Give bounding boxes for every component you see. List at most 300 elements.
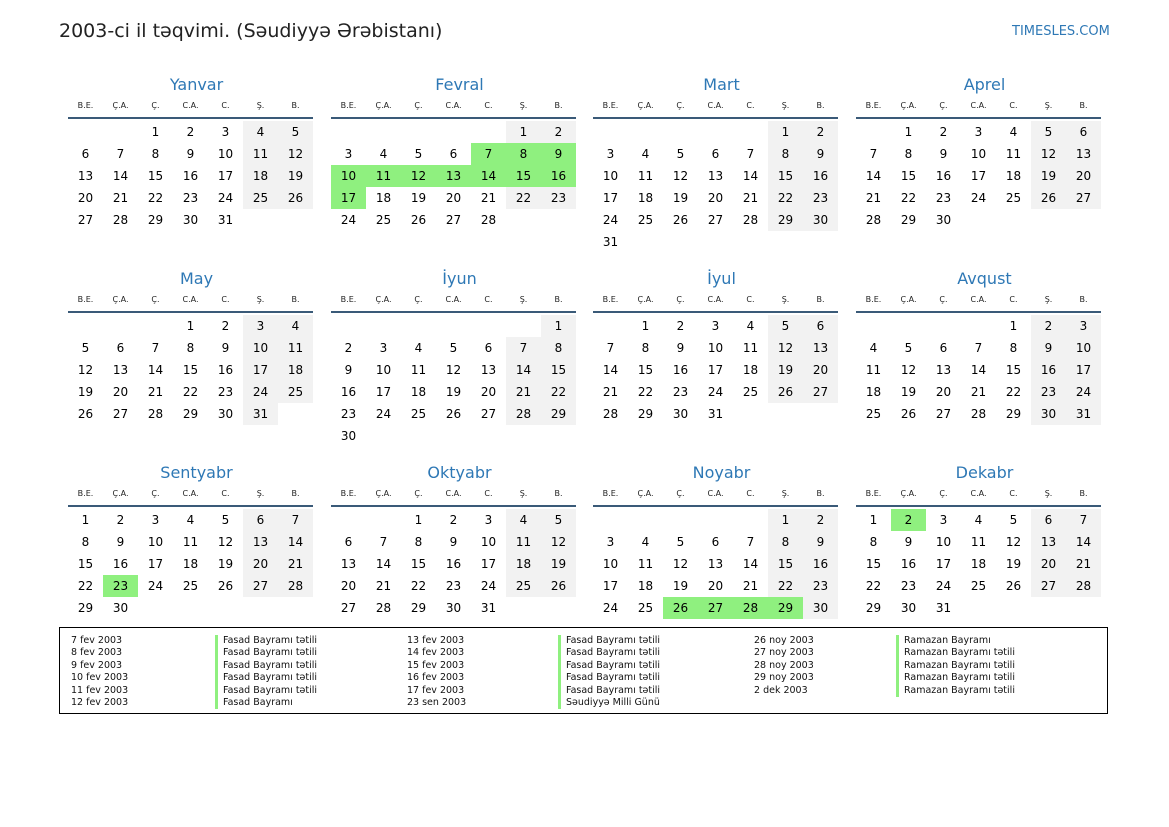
day-cell: 7 [746, 147, 755, 161]
day-cell: 31 [243, 403, 278, 425]
day-cell: 16 [445, 557, 462, 571]
day-cell: 5 [1031, 121, 1066, 143]
day-cell: 1 [81, 513, 90, 527]
day-cell: 14 [742, 169, 759, 183]
day-grid [856, 509, 1101, 619]
day-cell: 31 [707, 407, 724, 421]
day-cell: 28 [865, 213, 882, 227]
brand-link[interactable]: TIMESLES.COM [1012, 24, 1110, 39]
day-cell: 6 [1031, 509, 1066, 531]
day-cell: 10 [147, 535, 164, 549]
month-block [856, 462, 1101, 619]
day-cell: 16 [672, 363, 689, 377]
day-cell: 14 [147, 363, 164, 377]
day-cell: 18 [506, 553, 541, 575]
day-cell: 17 [602, 191, 619, 205]
weekday-label: Ç.A. [637, 295, 654, 304]
empty-cell [278, 597, 313, 619]
day-cell: 12 [217, 535, 234, 549]
day-cell: 21 [375, 579, 392, 593]
day-cell: 31 [935, 601, 952, 615]
day-grid [331, 315, 576, 447]
weekday-label: Ş. [781, 295, 790, 304]
day-cell: 4 [641, 535, 650, 549]
day-cell: 7 [974, 341, 983, 355]
day-cell: 3 [221, 125, 230, 139]
header-rule [68, 117, 313, 119]
day-cell: 4 [869, 341, 878, 355]
day-cell: 11 [182, 535, 199, 549]
weekday-label: Ç.A. [900, 295, 917, 304]
month-name: Mart [703, 75, 740, 94]
day-cell: 22 [865, 579, 882, 593]
weekday-label: C.A. [707, 101, 724, 110]
empty-cell [593, 315, 628, 337]
empty-cell [68, 315, 103, 337]
day-cell: 6 [449, 147, 458, 161]
empty-cell [1066, 597, 1101, 619]
legend-holiday-name: Fasad Bayramı tətili [215, 647, 317, 659]
day-cell: 23 [672, 385, 689, 399]
day-cell: 24 [243, 381, 278, 403]
header-rule [68, 505, 313, 507]
day-cell: 12 [1005, 535, 1022, 549]
month-block [68, 74, 313, 231]
weekday-label: Ç.A. [375, 101, 392, 110]
day-cell: 17 [970, 169, 987, 183]
day-cell: 9 [904, 535, 913, 549]
weekday-label: C.A. [707, 489, 724, 498]
day-cell: 27 [803, 381, 838, 403]
day-cell: 10 [970, 147, 987, 161]
day-cell: 18 [1005, 169, 1022, 183]
weekday-label: C.A. [970, 295, 987, 304]
day-cell: 26 [77, 407, 94, 421]
day-cell: 10 [602, 557, 619, 571]
day-cell: 30 [182, 213, 199, 227]
day-cell: 10 [707, 341, 724, 355]
day-cell: 29 [77, 601, 94, 615]
empty-cell [733, 509, 768, 531]
day-cell: 13 [935, 363, 952, 377]
day-cell: 18 [375, 191, 392, 205]
empty-cell [663, 509, 698, 531]
empty-cell [506, 597, 541, 619]
legend-date: 23 sen 2003 [407, 696, 467, 708]
day-cell: 15 [410, 557, 427, 571]
empty-cell [663, 231, 698, 253]
day-cell: 9 [803, 143, 838, 165]
day-cell: 28 [733, 597, 768, 619]
day-cell: 23 [900, 579, 917, 593]
month-block [856, 268, 1101, 425]
day-cell: 4 [186, 513, 195, 527]
day-cell: 13 [112, 363, 129, 377]
month-block [68, 268, 313, 425]
day-cell: 3 [1066, 315, 1101, 337]
day-cell: 8 [151, 147, 160, 161]
day-cell: 25 [865, 407, 882, 421]
day-cell: 22 [147, 191, 164, 205]
day-cell: 10 [480, 535, 497, 549]
day-cell: 17 [707, 363, 724, 377]
day-cell: 14 [471, 165, 506, 187]
month-name: Aprel [963, 75, 1006, 94]
empty-cell [436, 315, 471, 337]
day-cell: 31 [602, 235, 619, 249]
day-cell: 9 [803, 531, 838, 553]
legend-holiday-name: Fasad Bayramı tətili [215, 635, 317, 647]
day-cell: 26 [768, 381, 803, 403]
weekday-label: Ç.A. [112, 295, 129, 304]
weekday-header [68, 98, 313, 114]
day-cell: 20 [707, 579, 724, 593]
day-cell: 10 [243, 337, 278, 359]
day-cell: 1 [904, 125, 913, 139]
day-cell: 9 [676, 341, 685, 355]
empty-cell [138, 315, 173, 337]
empty-cell [1031, 209, 1066, 231]
month-name: Noyabr [692, 463, 751, 482]
weekday-label: Ç. [676, 489, 685, 498]
day-cell: 9 [1031, 337, 1066, 359]
day-cell: 26 [278, 187, 313, 209]
day-cell: 28 [278, 575, 313, 597]
day-cell: 5 [278, 121, 313, 143]
day-cell: 24 [217, 191, 234, 205]
day-cell: 6 [711, 147, 720, 161]
weekday-label: B.E. [77, 101, 94, 110]
weekday-label: C.A. [182, 101, 199, 110]
day-cell: 12 [278, 143, 313, 165]
day-cell: 11 [366, 165, 401, 187]
empty-cell [471, 425, 506, 447]
day-cell: 1 [506, 121, 541, 143]
weekday-label: Ç.A. [375, 489, 392, 498]
day-grid [68, 121, 313, 231]
day-cell: 25 [182, 579, 199, 593]
weekday-label: Ç.A. [375, 295, 392, 304]
empty-cell [541, 209, 576, 231]
day-cell: 5 [81, 341, 90, 355]
day-cell: 26 [445, 407, 462, 421]
weekday-header [331, 292, 576, 308]
day-cell: 5 [221, 513, 230, 527]
weekday-label: Ş. [1044, 295, 1053, 304]
day-cell: 7 [506, 337, 541, 359]
legend-holiday-name: Fasad Bayramı tətili [558, 660, 660, 672]
empty-cell [856, 315, 891, 337]
day-cell: 19 [1005, 557, 1022, 571]
day-cell: 20 [803, 359, 838, 381]
day-cell: 11 [410, 363, 427, 377]
empty-cell [961, 315, 996, 337]
day-cell: 24 [935, 579, 952, 593]
day-cell: 18 [742, 363, 759, 377]
empty-cell [891, 315, 926, 337]
empty-cell [961, 597, 996, 619]
day-cell: 7 [606, 341, 615, 355]
legend-holiday-name: Fasad Bayramı tətili [558, 647, 660, 659]
day-cell: 16 [1031, 359, 1066, 381]
day-cell: 26 [410, 213, 427, 227]
empty-cell [856, 121, 891, 143]
day-cell: 14 [865, 169, 882, 183]
day-cell: 19 [278, 165, 313, 187]
day-cell: 21 [506, 381, 541, 403]
weekday-label: C. [484, 489, 493, 498]
day-cell: 21 [742, 191, 759, 205]
day-cell: 19 [445, 385, 462, 399]
empty-cell [506, 315, 541, 337]
legend-date: 17 fev 2003 [407, 684, 465, 696]
header-rule [331, 117, 576, 119]
day-cell: 2 [1031, 315, 1066, 337]
weekday-label: B. [1079, 489, 1088, 498]
day-cell: 12 [1031, 143, 1066, 165]
day-cell: 29 [768, 597, 803, 619]
day-cell: 25 [375, 213, 392, 227]
weekday-label: C.A. [445, 489, 462, 498]
weekday-label: Ş. [256, 489, 265, 498]
day-cell: 2 [803, 121, 838, 143]
day-cell: 25 [970, 579, 987, 593]
page-title: 2003-ci il təqvimi. (Səudiyyə Ərəbistanı) [59, 20, 443, 42]
day-cell: 23 [541, 187, 576, 209]
day-cell: 20 [1031, 553, 1066, 575]
day-cell: 28 [742, 213, 759, 227]
weekday-label: B. [554, 101, 563, 110]
weekday-label: C.A. [707, 295, 724, 304]
day-cell: 6 [484, 341, 493, 355]
weekday-label: C.A. [970, 489, 987, 498]
day-cell: 24 [707, 385, 724, 399]
day-cell: 15 [541, 359, 576, 381]
day-cell: 23 [803, 575, 838, 597]
day-cell: 28 [375, 601, 392, 615]
day-cell: 22 [768, 187, 803, 209]
holiday-legend [59, 627, 1108, 714]
day-cell: 15 [637, 363, 654, 377]
day-cell: 10 [602, 169, 619, 183]
day-cell: 18 [637, 579, 654, 593]
weekday-header [68, 292, 313, 308]
day-cell: 8 [81, 535, 90, 549]
day-cell: 21 [1066, 553, 1101, 575]
day-cell: 27 [935, 407, 952, 421]
day-cell: 29 [147, 213, 164, 227]
weekday-header [856, 292, 1101, 308]
month-name: Yanvar [169, 75, 224, 94]
day-cell: 18 [637, 191, 654, 205]
day-cell: 20 [1066, 165, 1101, 187]
legend-name-column [896, 635, 1015, 697]
day-cell: 11 [1005, 147, 1022, 161]
day-cell: 14 [278, 531, 313, 553]
day-cell: 1 [869, 513, 878, 527]
legend-name-column [558, 635, 660, 709]
day-cell: 14 [375, 557, 392, 571]
day-cell: 30 [340, 429, 357, 443]
empty-cell [436, 121, 471, 143]
day-cell: 22 [506, 187, 541, 209]
empty-cell [996, 209, 1031, 231]
weekday-header [593, 98, 838, 114]
day-cell: 12 [900, 363, 917, 377]
day-cell: 8 [768, 143, 803, 165]
day-grid [331, 509, 576, 619]
day-cell: 25 [243, 187, 278, 209]
day-cell: 17 [602, 579, 619, 593]
month-block [593, 268, 838, 425]
day-cell: 1 [1009, 319, 1018, 333]
day-cell: 1 [768, 121, 803, 143]
weekday-label: B. [816, 295, 825, 304]
weekday-label: C. [221, 295, 230, 304]
empty-cell [103, 121, 138, 143]
day-grid [856, 315, 1101, 425]
day-grid [593, 315, 838, 425]
day-cell: 26 [672, 213, 689, 227]
day-cell: 27 [340, 601, 357, 615]
weekday-label: C. [484, 295, 493, 304]
day-cell: 12 [672, 557, 689, 571]
weekday-label: Ş. [1044, 101, 1053, 110]
legend-holiday-name: Ramazan Bayramı tətili [896, 660, 1015, 672]
day-cell: 29 [865, 601, 882, 615]
day-cell: 5 [414, 147, 423, 161]
day-cell: 23 [103, 575, 138, 597]
day-cell: 7 [869, 147, 878, 161]
day-cell: 3 [606, 535, 615, 549]
empty-cell [663, 121, 698, 143]
empty-cell [733, 403, 768, 425]
legend-date: 8 fev 2003 [71, 647, 123, 659]
day-cell: 25 [742, 385, 759, 399]
header-rule [856, 311, 1101, 313]
day-cell: 25 [410, 407, 427, 421]
weekday-label: C. [746, 101, 755, 110]
day-cell: 7 [471, 143, 506, 165]
legend-holiday-name: Fasad Bayramı tətili [558, 672, 660, 684]
weekday-label: Ş. [519, 489, 528, 498]
day-cell: 6 [116, 341, 125, 355]
day-cell: 30 [900, 601, 917, 615]
day-cell: 24 [147, 579, 164, 593]
day-cell: 7 [278, 509, 313, 531]
day-cell: 27 [1066, 187, 1101, 209]
header-rule [856, 117, 1101, 119]
empty-cell [593, 121, 628, 143]
day-cell: 19 [410, 191, 427, 205]
day-cell: 18 [410, 385, 427, 399]
legend-date: 29 noy 2003 [754, 672, 814, 684]
day-cell: 24 [602, 213, 619, 227]
legend-date: 9 fev 2003 [71, 659, 123, 671]
day-cell: 12 [768, 337, 803, 359]
weekday-label: Ç. [939, 101, 948, 110]
day-cell: 3 [484, 513, 493, 527]
day-cell: 25 [278, 381, 313, 403]
day-cell: 3 [939, 513, 948, 527]
day-cell: 19 [541, 553, 576, 575]
day-cell: 30 [1031, 403, 1066, 425]
day-cell: 22 [541, 381, 576, 403]
day-cell: 29 [900, 213, 917, 227]
weekday-header [68, 486, 313, 502]
day-cell: 8 [506, 143, 541, 165]
day-cell: 29 [541, 403, 576, 425]
empty-cell [331, 121, 366, 143]
empty-cell [243, 209, 278, 231]
legend-holiday-name: Fasad Bayramı tətili [558, 685, 660, 697]
day-cell: 6 [803, 315, 838, 337]
day-cell: 24 [340, 213, 357, 227]
day-cell: 20 [480, 385, 497, 399]
day-cell: 8 [869, 535, 878, 549]
day-cell: 14 [602, 363, 619, 377]
day-cell: 8 [768, 531, 803, 553]
month-name: Oktyabr [427, 463, 492, 482]
day-cell: 5 [904, 341, 913, 355]
day-cell: 2 [939, 125, 948, 139]
day-cell: 23 [1031, 381, 1066, 403]
day-cell: 22 [637, 385, 654, 399]
day-cell: 4 [278, 315, 313, 337]
header-rule [593, 311, 838, 313]
weekday-label: Ç. [939, 489, 948, 498]
weekday-label: Ç.A. [112, 489, 129, 498]
day-cell: 15 [147, 169, 164, 183]
day-cell: 14 [1066, 531, 1101, 553]
day-cell: 17 [935, 557, 952, 571]
day-cell: 9 [221, 341, 230, 355]
day-cell: 1 [541, 315, 576, 337]
header-rule [593, 117, 838, 119]
legend-date: 2 dek 2003 [754, 684, 808, 696]
day-cell: 15 [865, 557, 882, 571]
day-cell: 16 [112, 557, 129, 571]
day-cell: 7 [746, 535, 755, 549]
legend-holiday-name: Ramazan Bayramı tətili [896, 672, 1015, 684]
day-cell: 1 [641, 319, 650, 333]
day-cell: 24 [1066, 381, 1101, 403]
day-cell: 14 [970, 363, 987, 377]
day-grid [856, 121, 1101, 231]
empty-cell [803, 231, 838, 253]
day-cell: 30 [803, 597, 838, 619]
weekday-label: Ç. [414, 101, 423, 110]
day-cell: 7 [151, 341, 160, 355]
month-name: İyul [707, 269, 736, 288]
weekday-label: C.A. [970, 101, 987, 110]
day-cell: 16 [803, 553, 838, 575]
legend-name-column [215, 635, 317, 709]
day-cell: 8 [186, 341, 195, 355]
empty-cell [278, 209, 313, 231]
day-cell: 16 [541, 165, 576, 187]
weekday-label: Ç. [676, 295, 685, 304]
empty-cell [366, 509, 401, 531]
day-cell: 5 [1009, 513, 1018, 527]
day-cell: 4 [641, 147, 650, 161]
weekday-label: B. [816, 489, 825, 498]
day-cell: 21 [970, 385, 987, 399]
weekday-label: Ç. [414, 489, 423, 498]
empty-cell [243, 597, 278, 619]
legend-date: 10 fev 2003 [71, 672, 129, 684]
empty-cell [698, 509, 733, 531]
